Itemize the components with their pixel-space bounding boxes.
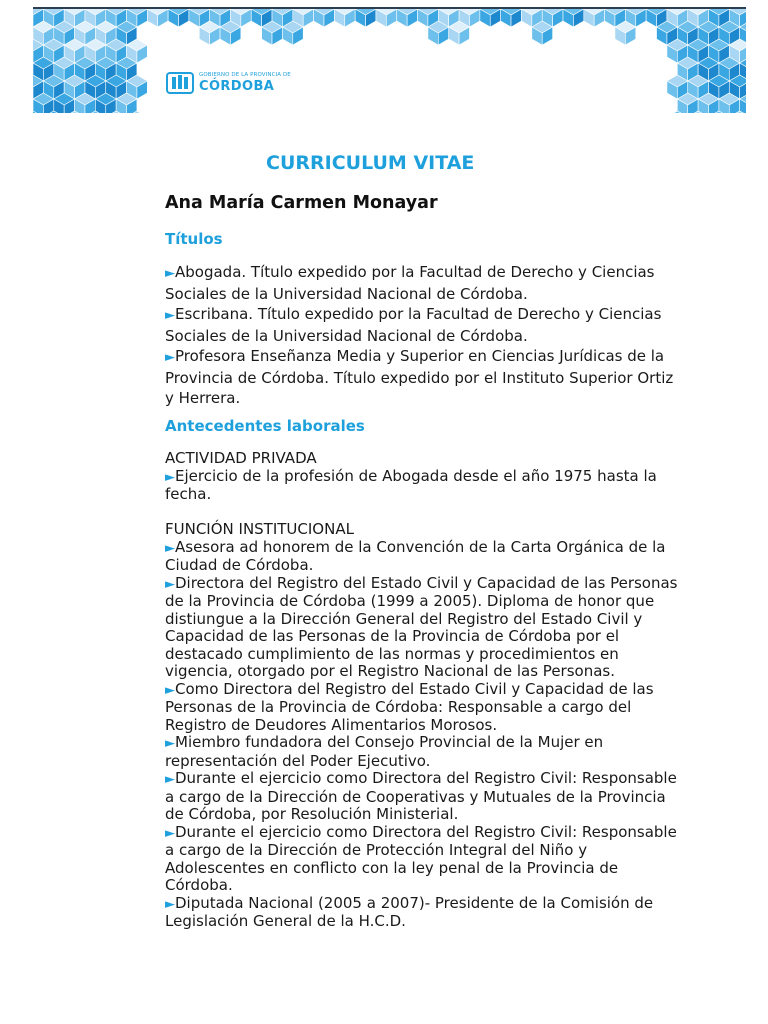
arrow-bullet-icon: ► <box>165 350 175 365</box>
funcion-institucional-block <box>165 521 683 931</box>
logo-subtitle: GOBIERNO DE LA PROVINCIA DE <box>199 72 291 78</box>
arrow-bullet-icon: ► <box>165 736 175 751</box>
subsection-label: ACTIVIDAD PRIVADA <box>165 449 317 467</box>
list-item-text: Directora del Registro del Estado Civil y Capacidad de las Personas de la Provincia de Córdoba (1999 a 2005). Diploma de honor que distiungue a la Dirección General del Registro del Estado Civil y Capacidad de las Personas de la Provincia de Córdoba por el destacado cumplimiento de las normas y procedimientos en vigencia, otorgado por el Registro Nacional de las Personas. <box>165 573 678 680</box>
section-heading-antecedentes: Antecedentes laborales <box>165 417 365 435</box>
list-item <box>165 575 683 681</box>
arrow-bullet-icon: ► <box>165 682 175 698</box>
actividad-privada-block <box>165 450 683 504</box>
titulos-list <box>165 262 683 408</box>
person-name: Ana María Carmen Monayar <box>165 193 438 213</box>
arrow-bullet-icon: ► <box>165 896 175 912</box>
list-item-text: Asesora ad honorem de la Convención de la Carta Orgánica de la Ciudad de Córdoba. <box>165 537 666 574</box>
list-item-text: Abogada. Título expedido por la Facultad de Derecho y Ciencias Sociales de la Universidad Nacional de Córdoba. <box>165 263 655 303</box>
list-item <box>165 734 683 770</box>
list-item <box>165 468 683 504</box>
list-item <box>165 262 683 304</box>
arrow-bullet-icon: ► <box>165 540 175 556</box>
list-item-text: Profesora Enseñanza Media y Superior en Ciencias Jurídicas de la Provincia de Córdoba. Título expedido por el Instituto Superior Ortiz y Herrera. <box>165 347 674 407</box>
list-item-text: Escribana. Título expedido por la Facultad de Derecho y Ciencias Sociales de la Universidad Nacional de Córdoba. <box>165 305 662 345</box>
list-item-text: Diputada Nacional (2005 a 2007)- Presidente de la Comisión de Legislación General de la H.C.D. <box>165 893 654 930</box>
arrow-bullet-icon: ► <box>165 576 175 592</box>
arrow-bullet-icon: ► <box>165 308 175 323</box>
section-heading-titulos: Títulos <box>165 230 223 248</box>
list-item-text: Como Directora del Registro del Estado Civil y Capacidad de las Personas de la Provincia de Córdoba: Responsable a cargo del Registro de Deudores Alimentarios Morosos. <box>165 679 654 734</box>
list-item <box>165 895 683 931</box>
list-item <box>165 304 683 346</box>
list-item-text: Durante el ejercicio como Directora del Registro Civil: Responsable a cargo de la Dirección de Cooperativas y Mutuales de la Provincia de Córdoba, por Resolución Ministerial. <box>165 769 677 823</box>
subsection-label: FUNCIÓN INSTITUCIONAL <box>165 520 354 538</box>
document-title: CURRICULUM VITAE <box>266 152 475 174</box>
arrow-bullet-icon: ► <box>165 772 175 787</box>
logo-title: CÓRDOBA <box>199 79 275 94</box>
list-item <box>165 539 683 575</box>
arrow-bullet-icon: ► <box>165 469 175 485</box>
list-item-text: Miembro fundadora del Consejo Provincial de la Mujer en representación del Poder Ejecutivo. <box>165 733 604 770</box>
list-item <box>165 770 683 824</box>
cube-pattern-banner <box>33 9 746 113</box>
list-item-text: Ejercicio de la profesión de Abogada desde el año 1975 hasta la fecha. <box>165 466 657 503</box>
arrow-bullet-icon: ► <box>165 266 175 281</box>
list-item <box>165 346 683 408</box>
arrow-bullet-icon: ► <box>165 825 175 841</box>
list-item-text: Durante el ejercicio como Directora del Registro Civil: Responsable a cargo de la Dirección de Protección Integral del Niño y Adolescentes en conflicto con la ley penal de la Provincia de Córdoba. <box>165 822 677 894</box>
list-item <box>165 681 683 735</box>
list-item <box>165 824 683 895</box>
